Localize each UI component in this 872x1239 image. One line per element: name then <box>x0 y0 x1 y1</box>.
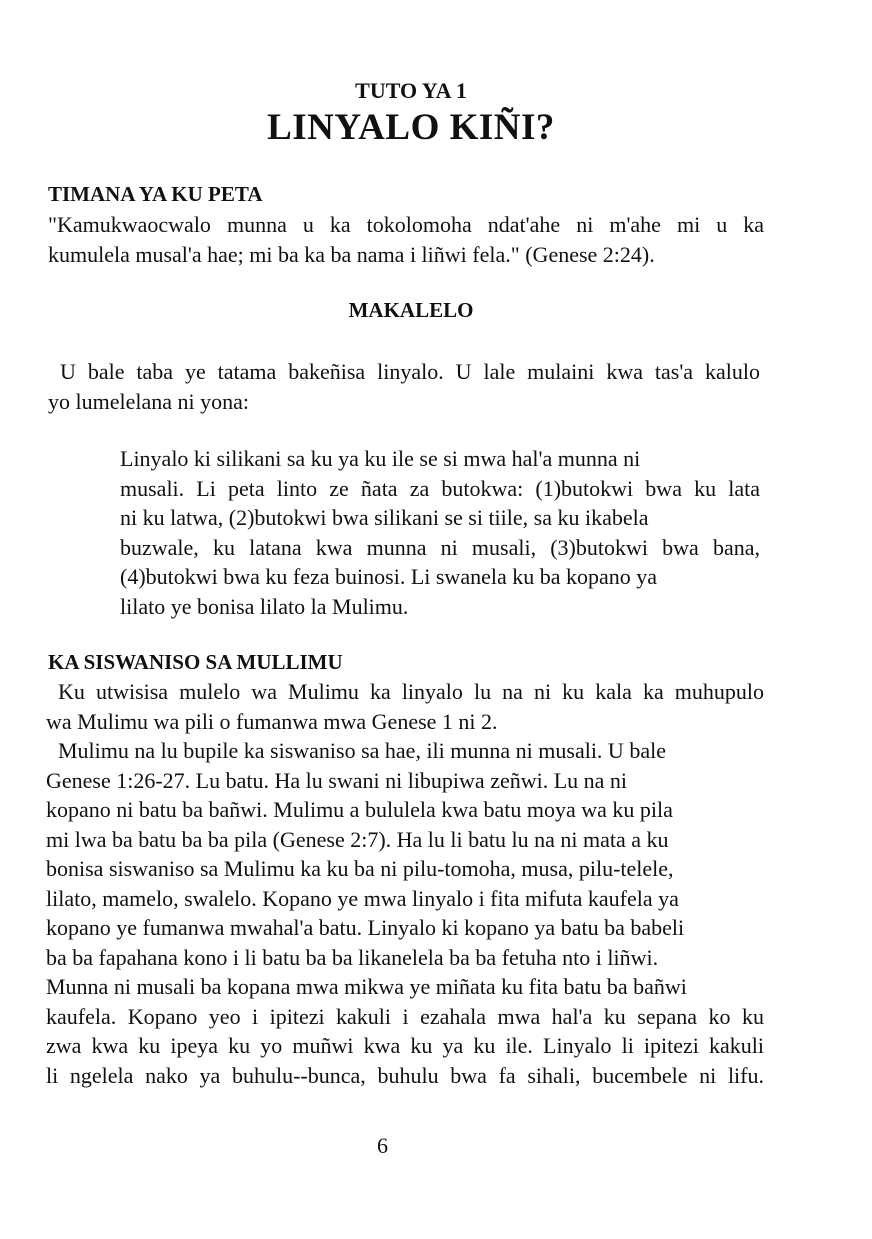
definition-line: buzwale, ku latana kwa munna ni musali, (3)butokwi bwa bana, <box>120 534 760 560</box>
memory-verse-heading: TIMANA YA KU PETA <box>48 182 263 206</box>
section-line: zwa kwa ku ipeya ku yo muñwi kwa ku ya ku ile. Linyalo li ipitezi kakuli <box>46 1033 764 1058</box>
page-title: LINYALO KIÑI? <box>267 107 555 148</box>
section-line: ba ba fapahana kono i li batu ba ba likanelela ba ba fetuha nto i liñwi. <box>46 944 659 970</box>
section-line: kopano ni batu ba bañwi. Mulimu a bululela kwa batu moya wa ku pila <box>46 797 673 822</box>
definition-line: (4)butokwi bwa ku feza buinosi. Li swanela ku ba kopano ya <box>120 564 658 589</box>
definition-line: ni ku latwa, (2)butokwi bwa silikani se si tiile, sa ku ikabela <box>120 505 649 530</box>
memory-verse <box>48 210 764 270</box>
section-heading: KA SISWANISO SA MULLIMU <box>48 650 343 674</box>
section-line: kopano ye fumanwa mwahal'a batu. Linyalo ki kopano ya batu ba babeli <box>46 915 685 940</box>
definition-block <box>120 444 760 621</box>
definition-line: lilato ye bonisa lilato la Mulimu. <box>120 593 409 619</box>
section-line: Munna ni musali ba kopana mwa mikwa ye miñata ku fita batu ba bañwi <box>46 974 687 999</box>
section-line: bonisa siswaniso sa Mulimu ka ku ba ni pilu-tomoha, musa, pilu-telele, <box>46 856 674 881</box>
page-number: 6 <box>377 1133 388 1158</box>
section-line: kaufela. Kopano yeo i ipitezi kakuli i ezahala mwa hal'a ku sepana ko ku <box>46 1003 764 1029</box>
section-line: Ku utwisisa mulelo wa Mulimu ka linyalo lu na ni ku kala ka muhupulo <box>58 679 764 704</box>
memory-verse-line: kumulela musal'a hae; mi ba ka ba nama i liñwi fela." (Genese 2:24). <box>48 242 655 267</box>
lesson-label: TUTO YA 1 <box>355 78 467 103</box>
section-line: wa Mulimu wa pili o fumanwa mwa Genese 1 ni 2. <box>46 708 498 734</box>
section-line: Mulimu na lu bupile ka siswaniso sa hae, ili munna ni musali. U bale <box>58 738 666 763</box>
introduction-line: U bale taba ye tatama bakeñisa linyalo. U lale mulaini kwa tas'a kalulo <box>60 359 760 384</box>
introduction-heading: MAKALELO <box>348 298 474 322</box>
section-line: lilato, mamelo, swalelo. Kopano ye mwa linyalo i fita mifuta kaufela ya <box>46 885 679 911</box>
section-line: Genese 1:26-27. Lu batu. Ha lu swani ni libupiwa zeñwi. Lu na ni <box>46 767 628 793</box>
memory-verse-line: "Kamukwaocwalo munna u ka tokolomoha ndat'ahe ni m'ahe mi u ka <box>48 212 764 237</box>
section-body <box>46 677 764 1090</box>
section-line: li ngelela nako ya buhulu--bunca, buhulu bwa fa sihali, bucembele ni lifu. <box>46 1062 764 1088</box>
introduction-paragraph <box>48 357 760 417</box>
section-line: mi lwa ba batu ba ba pila (Genese 2:7). Ha lu li batu lu na ni mata a ku <box>46 826 669 852</box>
definition-line: Linyalo ki silikani sa ku ya ku ile se si mwa hal'a munna ni <box>120 446 641 471</box>
introduction-line: yo lumelelana ni yona: <box>48 389 249 414</box>
definition-line: musali. Li peta linto ze ñata za butokwa: (1)butokwi bwa ku lata <box>120 475 760 501</box>
